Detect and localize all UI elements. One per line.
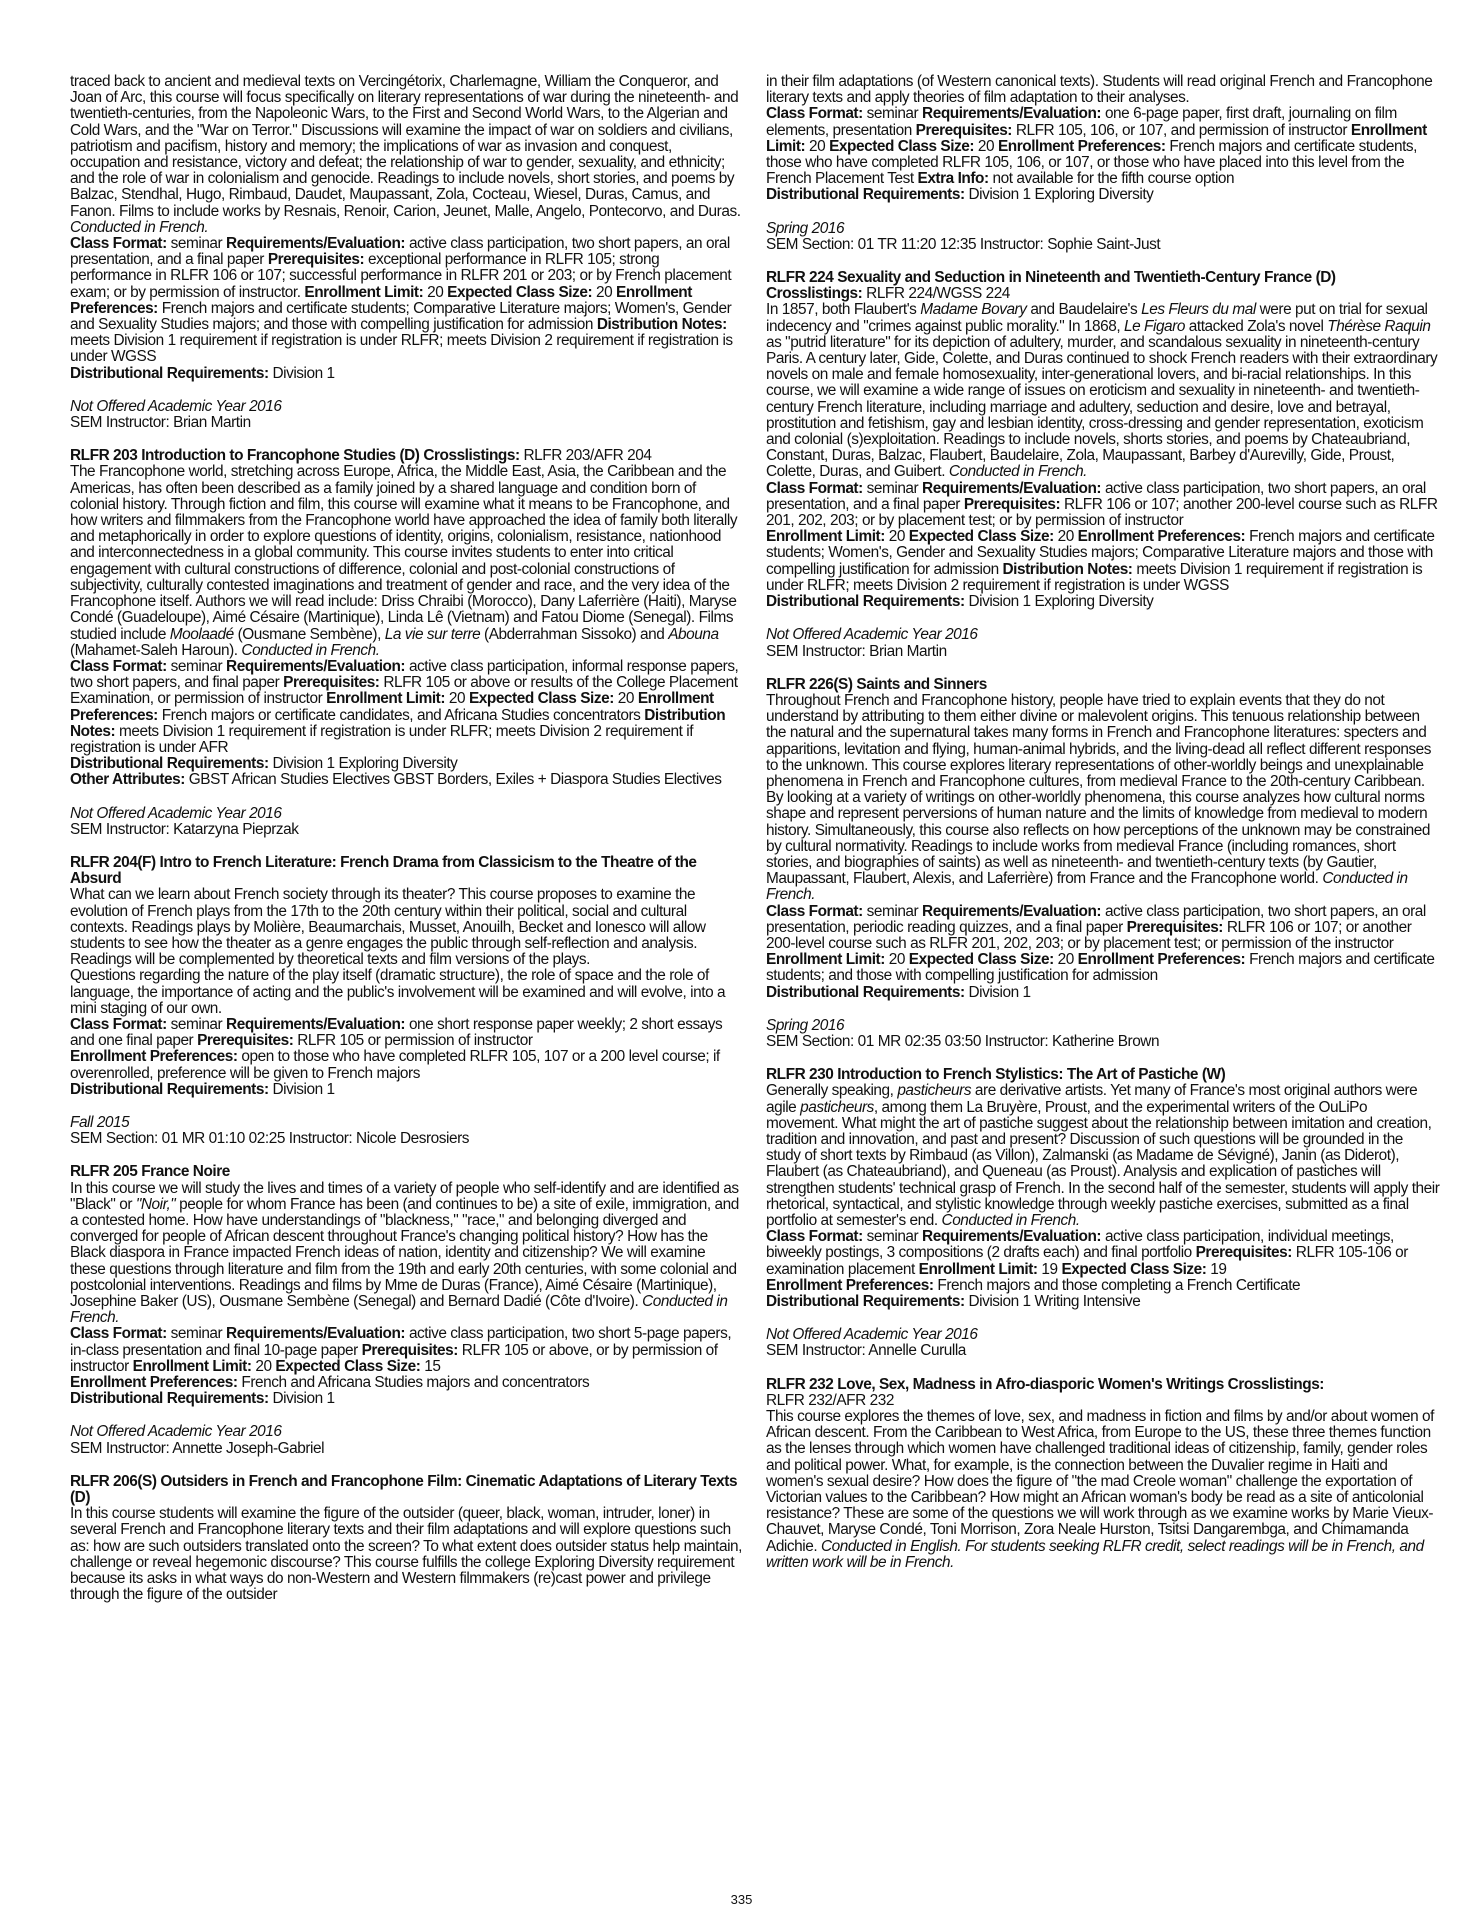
dist-req: Division 1: [272, 1080, 335, 1098]
term: Not Offered Academic Year 2016: [70, 397, 282, 415]
course-description: (Mahamet-Saleh Haroun).: [70, 641, 238, 659]
class-format-label: Class Format:: [70, 1325, 167, 1343]
req-eval: active class participation, informal response papers, two short papers, and final paper: [70, 657, 739, 692]
language-note: Conducted in English. For students seeking RLFR credit, select readings will be in French, and written work will be in French.: [766, 1537, 1424, 1571]
extra-info: not available for the fifth course option: [992, 170, 1235, 188]
class-format-label: Class Format:: [766, 479, 863, 497]
dist-req-label: Distributional Requirements:: [70, 1080, 269, 1098]
dist-req: Division 1 Exploring Diversity: [968, 186, 1154, 204]
other-attributes-label: Other Attributes:: [70, 771, 185, 789]
course-details: [70, 1474, 744, 1604]
enroll-pref-label: Enrollment Preferences:: [997, 137, 1166, 155]
enroll-limit-label: Enrollment Limit:: [766, 528, 885, 546]
class-format: seminar: [170, 1015, 223, 1033]
course-title: RLFR 203 Introduction to Francophone Studies (D): [70, 447, 420, 465]
prereq: RLFR 105 or above or results of the College Placement Examination, or permission of instructor: [70, 674, 738, 708]
emphasis: "Noir,": [135, 1195, 176, 1213]
two-column-layout: [70, 74, 1440, 1874]
req-eval-label: Requirements/Evaluation:: [226, 1015, 406, 1033]
course-description: attacked Zola's novel: [1188, 317, 1324, 335]
expected-size: 20: [977, 137, 995, 155]
offering: [766, 221, 1440, 253]
prereq-label: Prerequisites:: [1195, 1244, 1292, 1262]
emphasis: pasticheurs: [800, 1098, 874, 1116]
course-description: Questions regarding the nature of the play itself (dramatic structure), the role of space and the role of language, the importance of acting and the public's involvement will be examined and will evolve, into a mini staging of our own.: [70, 967, 726, 1017]
course-entry-rlfr-224: [766, 270, 1440, 610]
dist-req-label: Distributional Requirements:: [766, 593, 965, 611]
class-format: seminar: [866, 479, 919, 497]
class-format: seminar: [866, 1228, 919, 1246]
offering: [70, 806, 744, 838]
course-description: are derivative artists. Yet many of France's most original authors were agile: [766, 1082, 1418, 1116]
enroll-pref: French and Africana Studies majors and concentrators: [241, 1374, 590, 1392]
course-details: [766, 1377, 1440, 1571]
course-description: In 1857, both Flaubert's: [766, 301, 917, 319]
enroll-pref-label: Enrollment Preferences:: [70, 1374, 238, 1392]
enroll-limit-label: Enrollment Limit:: [766, 951, 885, 969]
class-format-label: Class Format:: [766, 902, 863, 920]
course-description: (Ousmane Sembène),: [237, 625, 381, 643]
course-entry-rlfr-206-continued: [766, 74, 1440, 204]
enroll-pref: French majors and certificate students, those who have completed RLFR 105, 106, or 107, or those who have placed into this level from the French Placement Test: [766, 137, 1417, 188]
section-info: SEM Instructor: Brian Martin: [766, 642, 947, 660]
offering: [766, 1327, 1440, 1359]
req-eval-label: Requirements/Evaluation:: [226, 657, 406, 675]
prereq: RLFR 105 or permission of instructor: [297, 1032, 533, 1050]
dist-notes-label: Distribution Notes:: [70, 706, 726, 740]
enroll-limit: 20: [255, 1357, 272, 1375]
work-title: Le Figaro: [1123, 317, 1185, 335]
req-eval: one 6-page paper, first draft, journaling on film elements, presentation: [766, 105, 1397, 139]
offering: [70, 399, 744, 431]
class-format: seminar: [866, 902, 919, 920]
section-info: SEM Instructor: Brian Martin: [70, 414, 251, 432]
course-description: traced back to ancient and medieval texts on Vercingétorix, Charlemagne, William the Conqueror, and Joan of Arc, this course will focus specifically on literary representations of war during the nineteenth- and twentieth-centuries, from the Napoleonic Wars, to the First and Second World Wars, to the Algerian and Cold Wars, and the "War on Terror." Discussions will examine the impact of war on soldiers and civilians, patriotism and pacifism, history and memory; the implications of war as invasion and conquest, occupation and resistance, victory and defeat; the relationship of war to gender, sexuality, and ethnicity; and the role of war in colonialism and genocide. Readings to include novels, short stories, and poems by Balzac, Stendhal, Hugo, Rimbaud, Daudet, Maupassant, Zola, Cocteau, Wiesel, Duras, Camus, and Fanon. Films to include works by Resnais, Renoir, Carion, Jeunet, Malle, Angelo, Pontecorvo, and Duras.: [70, 73, 741, 220]
course-description: In this course students will examine the figure of the outsider (queer, black, woman, intruder, loner) in several French and Francophone literary texts and their film adaptations and will explore questions such as: how are such outsiders translated onto the screen? To what extent does outsider status help maintain, challenge or reveal hegemonic discourse? This course fulfills the college Exploring Diversity requirement because its asks in what ways do non-Western and Western filmmakers (re)cast power and privilege through the figure of the outsider: [70, 1505, 742, 1604]
enroll-limit-label: Enrollment Limit:: [132, 1357, 252, 1375]
right-column: [766, 74, 1440, 1874]
offering: [766, 627, 1440, 659]
term: Not Offered Academic Year 2016: [70, 804, 282, 822]
enroll-limit: 19: [1041, 1260, 1058, 1278]
section-info: SEM Section: 01 TR 11:20 12:35 Instructor: Sophie Saint-Just: [766, 235, 1161, 253]
dist-req-label: Distributional Requirements:: [70, 364, 269, 382]
course-details: [70, 448, 744, 788]
course-entry-rlfr-203: [70, 448, 744, 788]
course-details: [70, 1164, 744, 1407]
course-title: RLFR 204(F) Intro to French Literature: French Drama from Classicism to the Theatre of the Absurd: [70, 853, 697, 888]
course-entry-war-continued: [70, 74, 744, 382]
req-eval: active class participation, two short papers, an oral presentation, and a final paper: [766, 479, 1426, 513]
enroll-pref-label: Enrollment Preferences:: [70, 690, 714, 724]
offering: [70, 1424, 744, 1456]
expected-size-label: Expected Class Size:: [908, 951, 1054, 969]
dist-notes-label: Distribution Notes:: [1002, 560, 1133, 578]
course-details: [70, 855, 744, 1098]
enroll-pref-label: Enrollment Preferences:: [70, 1048, 238, 1066]
course-title: RLFR 232 Love, Sex, Madness in Afro-diasporic Women's Writings: [766, 1375, 1224, 1393]
dist-notes: meets Division 1 requirement if registration is under RLFR; meets Division 2 requirement if registration is under WGSS: [766, 560, 1423, 594]
enroll-pref: French majors and certificate students; and those with compelling justification for admission: [766, 951, 1435, 985]
course-description: (Abderrahman Sissoko) and: [484, 625, 665, 643]
course-description: in their film adaptations (of Western canonical texts). Students will read original French and Francophone literary texts and apply theories of film adaptation to their analyses.: [766, 73, 1433, 107]
term: Not Offered Academic Year 2016: [766, 1326, 978, 1344]
class-format: seminar: [866, 105, 919, 123]
dist-notes: meets Division 1 requirement if registration is under RLFR; meets Division 2 requirement if registration is under AFR: [70, 722, 694, 756]
req-eval-label: Requirements/Evaluation:: [922, 479, 1102, 497]
enroll-pref: French majors and those completing a French Certificate: [937, 1276, 1301, 1294]
dist-req-label: Distributional Requirements:: [70, 755, 269, 773]
language-note: Conducted in French.: [941, 1212, 1080, 1229]
class-format: seminar: [170, 1325, 223, 1343]
dist-req-label: Distributional Requirements:: [766, 983, 965, 1001]
course-description: were put on trial for sexual indecency and "crimes against public morality." In 1868,: [766, 301, 1428, 335]
course-description: and Baudelaire's: [1030, 301, 1138, 319]
req-eval: active class participation, two short 5-page papers, in-class presentation and final 10-page paper: [70, 1325, 732, 1359]
expected-size: 15: [424, 1357, 441, 1375]
course-description: The Francophone world, stretching across Europe, Africa, the Middle East, Asia, the Caribbean and the Americas, has often been described as a family joined by a shared language and condition born of colonial history. Through fiction and film, this course will examine what it means to be Francophone, and how writers and filmmakers from the Francophone world have approached the idea of family both literally and metaphorically in order to explore questions of identity, origins, colonialism, resistance, nationhood and interconnectedness in a global community. This course invites students to enter into critical engagement with cultural constructions of difference, colonial and post-colonial constructions of subjectivity, culturally contested imaginations and treatment of gender and race, and the very idea of the Francophone itself. Authors we will read include: Driss Chraibi (Morocco), Dany Laferrière (Haiti), Maryse Condé (Guadeloupe), Aimé Césaire (Martinique), Linda Lê (Vietnam) and Fatou Diome (Senegal). Films studied include: [70, 463, 738, 643]
enroll-pref-label: Enrollment Preferences:: [1077, 951, 1246, 969]
req-eval-label: Requirements/Evaluation:: [226, 235, 406, 253]
course-description: , among them La Bruyère, Proust, and the experimental writers of the OuLiPo movement. What might the art of pastiche suggest about the relationship between imitation and creation, tradition and innovation, and past and present? Discussion of such questions will be grounded in the study of short texts by Rimbaud (as Villon), Zalmanski (as Madame de Sévigné), Janin (as Diderot), Flaubert (as Chateaubriand), and Queneau (as Proust). Analysis and explication of pastiches will strengthen students' technical grasp of French. In the second half of the semester, students will apply their rhetorical, syntactical, and stylistic knowledge through weekly pastiche exercises, submitted as a final portfolio at semester's end.: [766, 1098, 1440, 1229]
expected-size-label: Expected Class Size:: [468, 690, 614, 708]
prereq-label: Prerequisites:: [963, 495, 1061, 513]
course-entry-rlfr-205: [70, 1164, 744, 1407]
course-entry-rlfr-204: [70, 855, 744, 1098]
enroll-limit: 20: [809, 137, 826, 155]
class-format-label: Class Format:: [70, 1015, 167, 1033]
enroll-limit-label: Enrollment Limit:: [918, 1260, 1038, 1278]
course-entry-rlfr-232: [766, 1377, 1440, 1571]
crosslistings: RLFR 203/AFR 204: [523, 447, 652, 465]
expected-size: 20: [595, 283, 613, 301]
crosslistings-label: Crosslistings:: [423, 447, 520, 465]
prereq: exceptional performance in RLFR 105; strong performance in RLFR 106 or 107; successful performance in RLFR 201 or 203; or by French placement exam; or by permission of instructor.: [70, 251, 732, 301]
enroll-limit: 20: [448, 690, 466, 708]
prereq: RLFR 105-106 or examination placement: [766, 1244, 1408, 1278]
expected-size-label: Expected Class Size:: [908, 528, 1054, 546]
section-info: SEM Instructor: Annelle Curulla: [766, 1342, 966, 1360]
req-eval: active class participation, two short papers, an oral presentation, periodic reading quizzes, and a final paper: [766, 902, 1426, 936]
dist-notes-label: Distribution Notes:: [596, 316, 727, 334]
expected-size: 20: [1057, 528, 1074, 546]
enroll-pref: open to those who have completed RLFR 105, 107 or a 200 level course; if overenrolled, preference will be given to French majors: [70, 1048, 720, 1082]
dist-req-label: Distributional Requirements:: [766, 186, 965, 204]
course-entry-rlfr-230: [766, 1067, 1440, 1310]
film-title: Moolaadé: [169, 625, 234, 643]
course-description: people for whom France has been (and continues to be) a site of exile, immigration, and a contested home. How have understandings of "blackness," "race," and belonging diverged and converged for people of African descent throughout France's changing political history? How has the Black diaspora in France impacted French ideas of nation, identity and citizenship? We will examine these questions through literature and film from the 19th and early 20th centuries, with some colonial and postcolonial interventions. Readings and films by Mme de Duras (France), Aimé Césaire (Martinique), Josephine Baker (US), Ousmane Sembène (Senegal) and Bernard Dadié (Côte d'Ivoire).: [70, 1195, 739, 1311]
class-format-label: Class Format:: [766, 105, 863, 123]
course-title: RLFR 205 France Noire: [70, 1163, 230, 1181]
left-column: [70, 74, 744, 1874]
course-description: as "putrid literature" for its depiction of adultery, murder, and scandalous sexuality in nineteenth-century Paris. A century later, Gide, Colette, and Duras continued to shock French readers with their extraordinary novels on male and female homosexuality, inter-generational lovers, and bi-racial relationships. In this course, we will examine a wide range of issues on eroticism and sexuality in nineteenth- and twentieth- century French literature, including marriage and adultery, seduction and desire, love and betrayal, prostitution and fetishism, gay and lesbian identity, cross-dressing and gender representation, exoticism and colonial (s)exploitation. Readings to include novels, shorts stories, and poems by Chateaubriand, Constant, Duras, Balzac, Flaubert, Baudelaire, Zola, Maupassant, Barbey d'Aurevilly, Gide, Proust, Colette, Duras, and Guibert.: [766, 333, 1438, 481]
expected-size-label: Expected Class Size:: [1061, 1260, 1207, 1278]
course-title: RLFR 206(S) Outsiders in French and Francophone Film: Cinematic Adaptations of Literary Texts (D): [70, 1472, 738, 1507]
dist-req-label: Distributional Requirements:: [766, 1293, 965, 1311]
expected-size-label: Expected Class Size:: [447, 283, 593, 301]
course-details: [70, 74, 744, 382]
prereq: RLFR 105 or above, or by permission of instructor: [70, 1341, 718, 1375]
prereq-label: Prerequisites:: [283, 674, 380, 692]
language-note: Conducted in French.: [70, 1293, 728, 1327]
enroll-pref-label: Enrollment Preferences:: [1077, 528, 1246, 546]
language-note: Conducted in French.: [766, 870, 1408, 904]
section-info: SEM Instructor: Annette Joseph-Gabriel: [70, 1439, 325, 1457]
dist-req: Division 1 Exploring Diversity: [968, 593, 1154, 611]
term: Spring 2016: [766, 219, 845, 237]
prereq-label: Prerequisites:: [267, 251, 365, 269]
prereq: RLFR 106 or 107; or another 200-level course such as RLFR 201, 202, 203; or by placement test; or permission of the instructor: [766, 918, 1412, 952]
enroll-pref: French majors and certificate students; Comparative Literature majors; Women's, Gender and Sexuality Studies majors; and those with compelling justification for admission: [70, 299, 732, 334]
enroll-pref-label: Enrollment Preferences:: [766, 1276, 934, 1294]
term: Not Offered Academic Year 2016: [766, 626, 978, 644]
req-eval-label: Requirements/Evaluation:: [226, 1325, 406, 1343]
course-description: This course explores the themes of love, sex, and madness in fiction and films by and/or about women of African descent. From the Caribbean to West Africa, from Europe to the US, these three themes function as the lenses through which women have challenged traditional ideas of citizenship, family, gender roles and political power. What, for example, is the connection between the Duvalier regime in Haiti and women's sexual desire? How does the figure of "the mad Creole woman" challenge the exportation of Victorian values to the Caribbean? How might an African woman's body be read as a site of anticolonial resistance? These are some of the questions we will work through as we examine works by Marie Vieux-Chauvet, Maryse Condé, Toni Morrison, Zora Neale Hurston, Tsitsi Dangarembga, and Chimamanda Adichie.: [766, 1408, 1434, 1555]
class-format: seminar: [170, 235, 223, 253]
prereq-label: Prerequisites:: [1126, 918, 1223, 936]
dist-req: Division 1 Writing Intensive: [968, 1293, 1141, 1311]
other-attributes: GBST African Studies Electives GBST Borders, Exiles + Diaspora Studies Electives: [188, 771, 722, 789]
class-format-label: Class Format:: [766, 1228, 863, 1246]
enroll-pref-label: Enrollment Preferences:: [70, 283, 692, 317]
film-title: La vie sur terre: [384, 625, 481, 643]
prereq-label: Prerequisites:: [197, 1032, 294, 1050]
course-description: Throughout French and Francophone history, people have tried to explain events that they do not understand by attributing to them either divine or malevolent origins. This tenuous relationship between the natural and the supernatural takes many forms in French and Francophone literatures: specters and apparitions, levitation and flying, human-animal hybrids, and the living-dead all reflect different responses to the unknown. This course explores literary representations of other-worldly beings and unexplainable phenomena in French and Francophone cultures, from medieval France to the 20th-century Caribbean. By looking at a variety of writings on other-worldly phenomena, this course analyzes how cultural norms shape and represent perversions of human nature and the limits of knowledge from medieval to modern history. Simultaneously, this course also reflects on how perceptions of the unknown may be constrained by cultural normativity. Readings to include works from medieval France (including romances, short stories, and biographies of saints) as well as nineteenth- and twentieth-century texts (by Gautier, Maupassant, Flaubert, Alexis, and Laferrière) from France and the Francophone world.: [766, 691, 1432, 888]
language-note: Conducted in French.: [70, 218, 209, 236]
crosslistings: RLFR 232/AFR 232: [766, 1391, 894, 1409]
course-description: Generally speaking,: [766, 1082, 894, 1100]
enroll-limit: 20: [427, 283, 444, 301]
enroll-limit: 20: [888, 528, 905, 546]
prereq: RLFR 106 or 107; another 200-level course such as RLFR 201, 202, 203; or by placement test; or by permission of instructor: [766, 495, 1438, 530]
course-title: RLFR 230 Introduction to French Stylistics: The Art of Pastiche (W): [766, 1066, 1226, 1084]
dist-req: Division 1 Exploring Diversity: [272, 755, 458, 773]
enroll-pref: French majors or certificate candidates, and Africana Studies concentrators: [161, 706, 641, 724]
section-info: SEM Section: 01 MR 01:10 02:25 Instructor: Nicole Desrosiers: [70, 1130, 469, 1148]
course-description: In this course we will study the lives and times of a variety of people who self-identify and are identified as "Black" or: [70, 1179, 739, 1213]
class-format: seminar: [170, 657, 223, 675]
term: Fall 2015: [70, 1113, 130, 1131]
term: Spring 2016: [766, 1016, 845, 1034]
dist-req: Division 1: [272, 364, 335, 382]
course-title: RLFR 224 Sexuality and Seduction in Nineteenth and Twentieth-Century France (D): [766, 269, 1336, 287]
expected-size-label: Expected Class Size:: [275, 1357, 421, 1375]
crosslistings-label: Crosslistings:: [766, 285, 863, 303]
course-details: [766, 74, 1440, 204]
dist-req: Division 1: [968, 983, 1031, 1001]
work-title: Madame Bovary: [920, 301, 1027, 319]
course-entry-rlfr-206: [70, 1474, 744, 1604]
class-format-label: Class Format:: [70, 235, 167, 253]
req-eval-label: Requirements/Evaluation:: [922, 1228, 1102, 1246]
enroll-limit-label: Enrollment Limit:: [304, 283, 424, 301]
prereq: RLFR 105, 106, or 107, and permission of instructor: [1015, 121, 1348, 139]
enroll-limit: 20: [888, 951, 905, 969]
crosslistings-label: Crosslistings:: [1227, 1375, 1324, 1393]
section-info: SEM Section: 01 MR 02:35 03:50 Instructor: Katherine Brown: [766, 1032, 1160, 1050]
extra-info-label: Extra Info:: [917, 170, 989, 188]
req-eval-label: Requirements/Evaluation:: [922, 105, 1102, 123]
enroll-pref: French majors and certificate students; Women's, Gender and Sexuality Studies majors; Comparative Literature majors and those with compelling justification for admission: [766, 528, 1435, 578]
req-eval: active class participation, individual meetings, biweekly postings, 3 compositions (2 drafts each) and final portfolio: [766, 1228, 1394, 1262]
page-number: 335: [730, 1892, 753, 1907]
dist-notes: meets Division 1 requirement if registration is under RLFR; meets Division 2 requirement if registration is under WGSS: [70, 332, 733, 366]
course-entry-rlfr-226: [766, 677, 1440, 1001]
course-details: [766, 677, 1440, 1001]
req-eval: one short response paper weekly; 2 short essays and one final paper: [70, 1015, 723, 1050]
req-eval-label: Requirements/Evaluation:: [922, 902, 1102, 920]
dist-req-label: Distributional Requirements:: [70, 1390, 269, 1408]
course-details: [766, 1067, 1440, 1310]
language-note: Conducted in French.: [241, 641, 380, 659]
offering: [766, 1018, 1440, 1050]
film-title: Abouna: [668, 625, 719, 643]
course-description: What can we learn about French society through its theater? This course proposes to examine the evolution of French plays from the 17th to the 20th century within their political, social and cultural contexts. Readings plays by Molière, Beaumarchais, Musset, Anouilh, Becket and Ionesco will allow students to see how the theater as a genre engages the public through self-reflection and analysis. Readings will be complemented by theoretical texts and film versions of the plays.: [70, 886, 706, 969]
prereq-label: Prerequisites:: [915, 121, 1012, 139]
offering: [70, 1115, 744, 1147]
work-title: Les Fleurs du mal: [1141, 301, 1256, 319]
course-details: [766, 270, 1440, 610]
term: Not Offered Academic Year 2016: [70, 1423, 282, 1441]
prereq-label: Prerequisites:: [361, 1341, 458, 1359]
enroll-limit-label: Enrollment Limit:: [766, 121, 1427, 155]
crosslistings: RLFR 224/WGSS 224: [866, 285, 1010, 303]
class-format-label: Class Format:: [70, 657, 167, 675]
work-title: Thérèse Raquin: [1327, 317, 1431, 335]
dist-req: Division 1: [272, 1390, 335, 1408]
enroll-limit-label: Enrollment Limit:: [326, 690, 446, 708]
section-info: SEM Instructor: Katarzyna Pieprzak: [70, 820, 299, 838]
language-note: Conducted in French.: [948, 463, 1088, 481]
expected-size: 20: [1057, 951, 1074, 969]
course-title: RLFR 226(S) Saints and Sinners: [766, 675, 987, 693]
emphasis: pasticheurs: [897, 1082, 972, 1100]
expected-size: 20: [617, 690, 634, 708]
expected-size: 19: [1210, 1260, 1227, 1278]
expected-size-label: Expected Class Size:: [829, 137, 975, 155]
req-eval: active class participation, two short papers, an oral presentation, and a final paper: [70, 235, 730, 269]
